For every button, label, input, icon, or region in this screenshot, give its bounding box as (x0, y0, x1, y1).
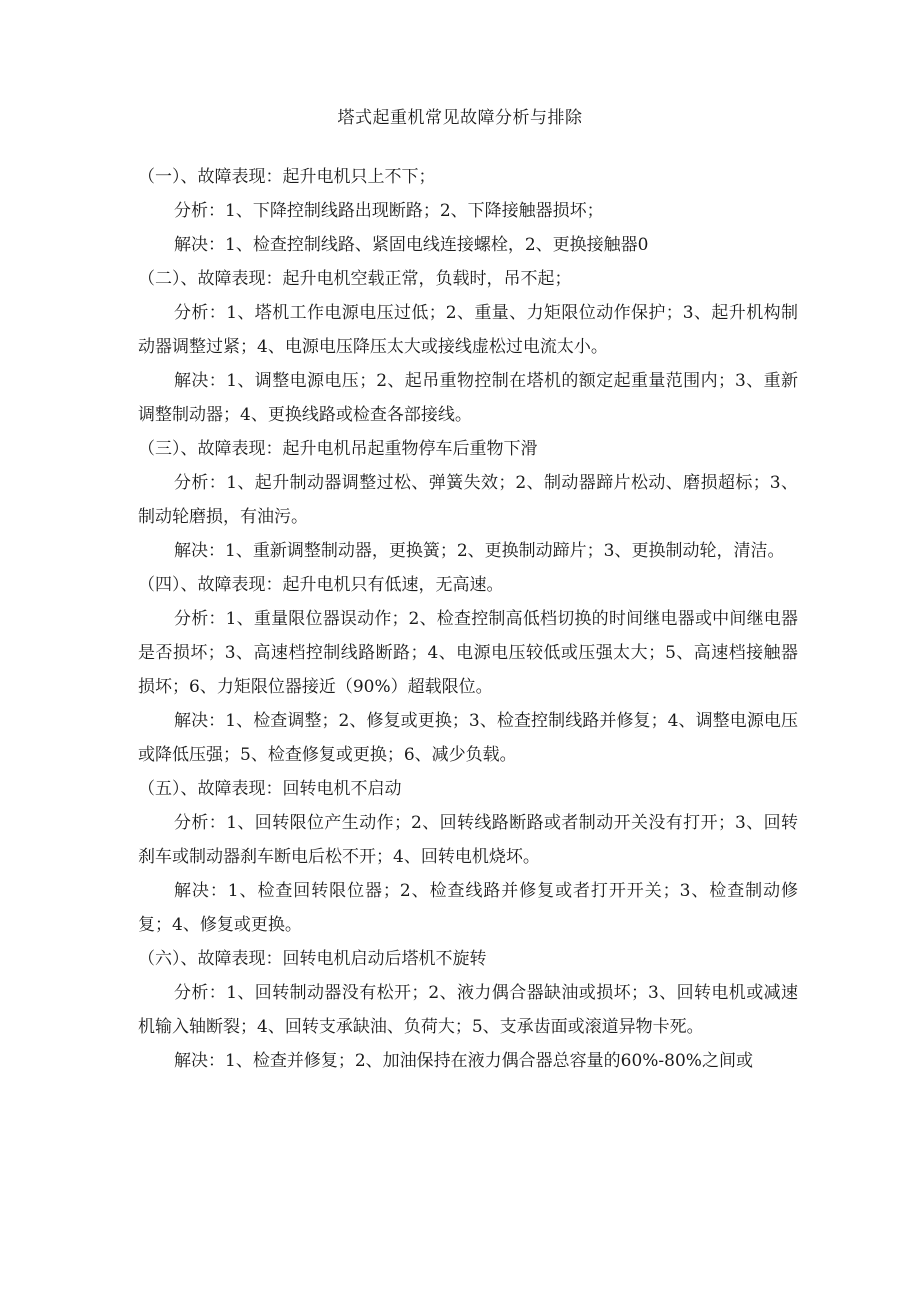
fault-solution-4: 解决：1、检查调整；2、修复或更换；3、检查控制线路并修复；4、调整电源电压或降低压强；5、检查修复或更换；6、减少负载。 (138, 711, 798, 765)
fault-solution-2: 解决：1、调整电源电压；2、起吊重物控制在塔机的额定起重量范围内；3、重新调整制动器；4、更换线路或检查各部接线。 (138, 371, 798, 425)
fault-analysis-1: 分析：1、下降控制线路出现断路；2、下降接触器损坏； (174, 201, 604, 221)
fault-solution-1: 解决：1、检查控制线路、紧固电线连接螺栓，2、更换接触器0 (174, 235, 649, 255)
fault-analysis-6: 分析：1、回转制动器没有松开；2、液力偶合器缺油或损坏；3、回转电机或减速机输入轴断裂；4、回转支承缺油、负荷大；5、支承齿面或滚道异物卡死。 (138, 983, 798, 1037)
fault-heading-6: （六）、故障表现：回转电机启动后塔机不旋转 (138, 949, 487, 969)
fault-heading-1: （一）、故障表现：起升电机只上不下； (138, 167, 436, 187)
fault-heading-5: （五）、故障表现：回转电机不启动 (138, 779, 402, 799)
fault-analysis-4: 分析：1、重量限位器误动作；2、检查控制高低档切换的时间继电器或中间继电器是否损坏；3、高速档控制线路断路；4、电源电压较低或压强太大；5、高速档接触器损坏；6、力矩限位器接近（90%）超载限位。 (138, 609, 798, 697)
fault-heading-3: （三）、故障表现：起升电机吊起重物停车后重物下滑 (138, 439, 538, 459)
fault-analysis-5: 分析：1、回转限位产生动作；2、回转线路断路或者制动开关没有打开；3、回转刹车或制动器刹车断电后松不开；4、回转电机烧坏。 (138, 813, 798, 867)
fault-analysis-3: 分析：1、起升制动器调整过松、弹簧失效；2、制动器蹄片松动、磨损超标；3、制动轮磨损，有油污。 (138, 473, 798, 527)
fault-heading-4: （四）、故障表现：起升电机只有低速，无高速。 (138, 575, 504, 595)
fault-solution-3: 解决：1、重新调整制动器，更换簧；2、更换制动蹄片；3、更换制动轮，清洁。 (174, 541, 785, 561)
fault-solution-6: 解决：1、检查并修复；2、加油保持在液力偶合器总容量的60%-80%之间或 (174, 1051, 753, 1071)
fault-analysis-2: 分析：1、塔机工作电源电压过低；2、重量、力矩限位动作保护；3、起升机构制动器调整过紧；4、电源电压降压太大或接线虚松过电流太小。 (138, 303, 798, 357)
document-title: 塔式起重机常见故障分析与排除 (337, 108, 583, 128)
fault-solution-5: 解决：1、检查回转限位器；2、检查线路并修复或者打开开关；3、检查制动修复；4、修复或更换。 (138, 881, 798, 935)
fault-heading-2: （二）、故障表现：起升电机空载正常，负载时，吊不起； (138, 269, 572, 289)
document-body (138, 160, 798, 1078)
